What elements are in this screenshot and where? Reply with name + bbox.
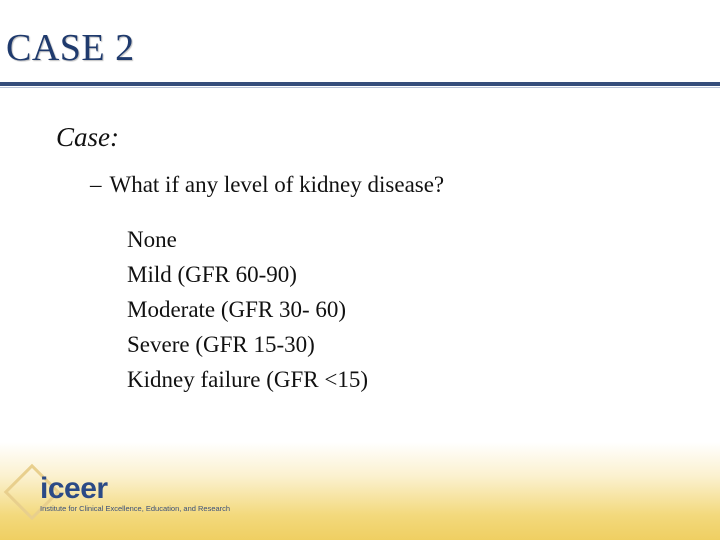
question-bullet bbox=[90, 172, 444, 198]
option-item: Severe (GFR 15-30) bbox=[127, 332, 315, 357]
logo-wordmark: iceer bbox=[40, 472, 108, 505]
question-text: What if any level of kidney disease? bbox=[109, 172, 445, 197]
title-divider-thin bbox=[0, 87, 720, 88]
case-label: Case: bbox=[56, 122, 119, 152]
iceer-logo bbox=[8, 466, 231, 526]
option-item: Mild (GFR 60-90) bbox=[127, 262, 297, 287]
option-item: Moderate (GFR 30- 60) bbox=[127, 297, 347, 322]
bullet-dash: – bbox=[90, 172, 102, 197]
title-divider bbox=[0, 82, 720, 86]
kidney-disease-options bbox=[127, 222, 368, 397]
slide-title: CASE 2 bbox=[6, 27, 135, 69]
option-item: Kidney failure (GFR <15) bbox=[127, 367, 369, 392]
logo-tagline: Institute for Clinical Excellence, Education, and Research bbox=[40, 504, 231, 513]
option-item: None bbox=[127, 227, 177, 252]
